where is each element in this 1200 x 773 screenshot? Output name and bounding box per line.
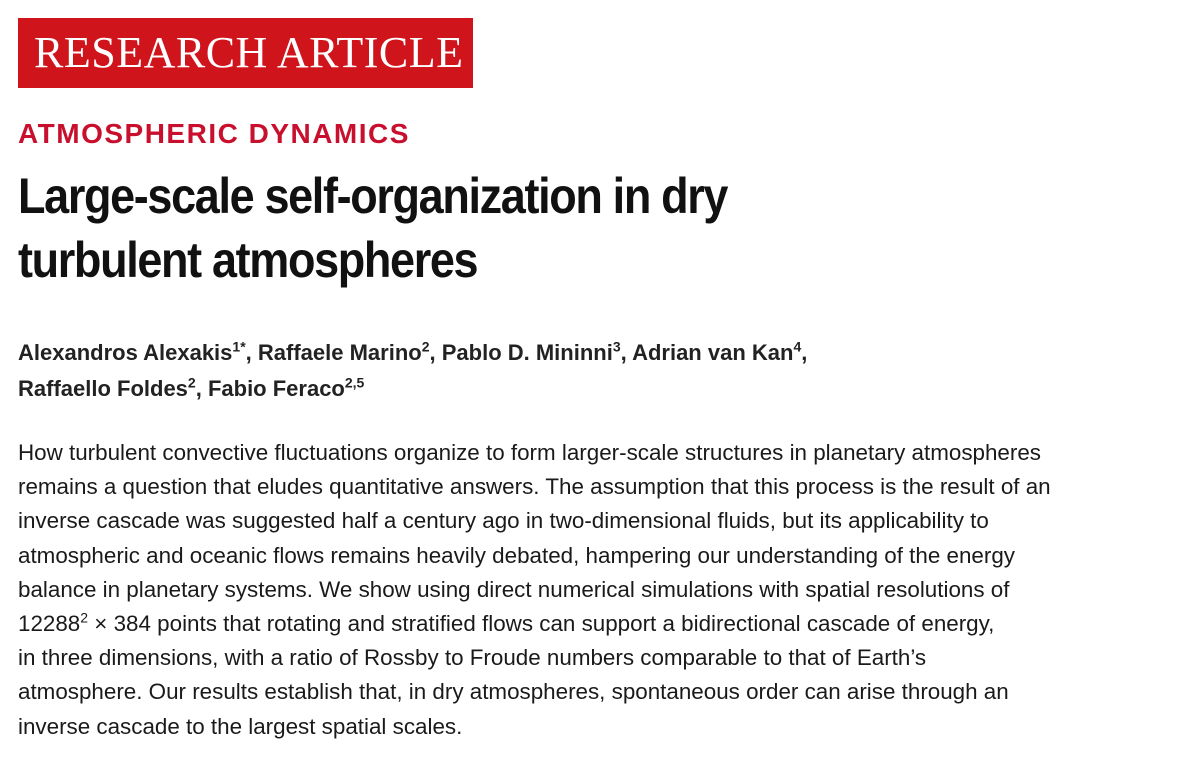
author-affiliation: 4	[793, 338, 802, 355]
author-affiliation: 2	[421, 338, 430, 355]
resolution-rest: × 384 points that rotating and stratified flows can support a bidirectional cascade of energy,	[88, 611, 995, 637]
author-affiliation: 2	[187, 374, 196, 391]
research-article-banner	[18, 18, 473, 88]
abstract-line: inverse cascade was suggested half a century ago in two-dimensional fluids, but its applicability to	[18, 508, 989, 534]
abstract-line: atmospheric and oceanic flows remains heavily debated, hampering our understanding of the energy	[18, 542, 1015, 568]
abstract-line-resolution	[18, 607, 1190, 641]
author-line-1	[18, 335, 807, 371]
author-name: Raffaele Marino	[257, 340, 422, 365]
author-separator: ,	[801, 340, 808, 365]
abstract-line: inverse cascade to the largest spatial scales.	[18, 713, 463, 739]
author-name: Fabio Feraco	[207, 376, 345, 401]
author-list	[18, 335, 807, 407]
author	[632, 340, 807, 365]
author-separator: ,	[245, 340, 258, 365]
author-affiliation: 3	[612, 338, 621, 355]
author	[18, 340, 258, 365]
abstract-line: remains a question that eludes quantitative answers. The assumption that this process is the result of an	[18, 474, 1051, 500]
abstract-line: balance in planetary systems. We show using direct numerical simulations with spatial resolutions of	[18, 576, 1010, 602]
author-name: Pablo D. Mininni	[441, 340, 613, 365]
author-name: Adrian van Kan	[632, 340, 794, 365]
article-title	[18, 164, 828, 292]
resolution-base: 12288	[18, 611, 81, 637]
author	[442, 340, 632, 365]
author-separator: ,	[429, 340, 442, 365]
author-affiliation: 2,5	[344, 374, 365, 391]
author-name: Raffaello Foldes	[18, 376, 188, 401]
author-name: Alexandros Alexakis	[18, 340, 233, 365]
resolution-exponent: 2	[80, 609, 89, 626]
abstract-line: in three dimensions, with a ratio of Rossby to Froude numbers comparable to that of Earth’s	[18, 645, 927, 671]
author-affiliation: 1*	[232, 338, 246, 355]
author	[258, 340, 442, 365]
author	[18, 376, 208, 401]
author-line-2	[18, 371, 807, 407]
abstract-line: atmosphere. Our results establish that, in dry atmospheres, spontaneous order can arise through an	[18, 679, 1009, 705]
title-line-2: turbulent atmospheres	[18, 232, 478, 288]
section-label: ATMOSPHERIC DYNAMICS	[18, 118, 410, 149]
banner-label: RESEARCH ARTICLE	[34, 28, 464, 77]
abstract-line: How turbulent convective fluctuations organize to form larger-scale structures in planetary atmospheres	[18, 440, 1041, 465]
author-separator: ,	[195, 376, 208, 401]
author	[208, 376, 364, 401]
title-line-1: Large-scale self-organization in dry	[18, 168, 728, 224]
author-separator: ,	[620, 340, 633, 365]
abstract	[18, 436, 1190, 744]
